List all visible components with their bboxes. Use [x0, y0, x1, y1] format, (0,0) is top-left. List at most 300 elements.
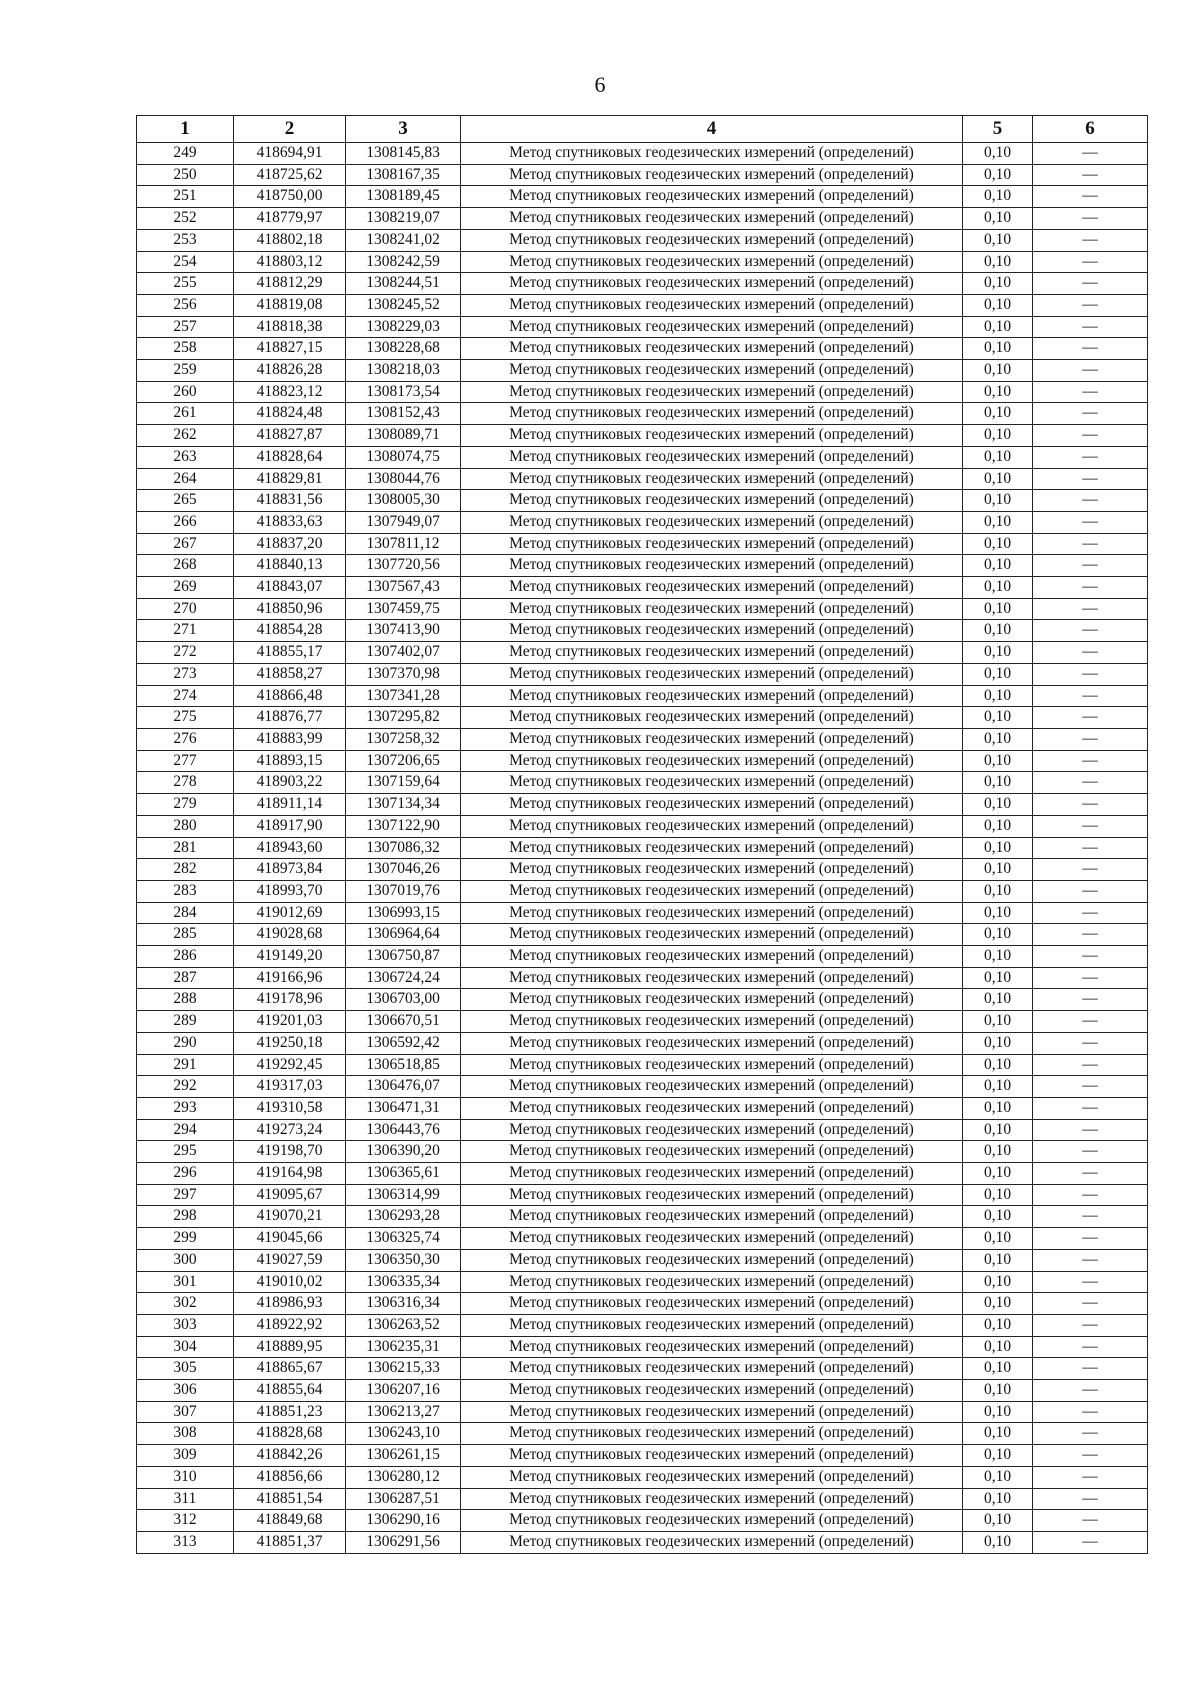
y-coordinate-cell: 1306592,42 [346, 1032, 461, 1054]
accuracy-cell: 0,10 [963, 815, 1033, 837]
y-coordinate-cell: 1308044,76 [346, 468, 461, 490]
accuracy-cell: 0,10 [963, 1401, 1033, 1423]
method-cell: Метод спутниковых геодезических измерений (определений) [461, 685, 963, 707]
x-coordinate-cell: 418812,29 [234, 273, 346, 295]
method-cell: Метод спутниковых геодезических измерений (определений) [461, 1488, 963, 1510]
table-row [137, 1206, 1148, 1228]
description-cell: — [1033, 1119, 1148, 1141]
method-cell: Метод спутниковых геодезических измерений (определений) [461, 1271, 963, 1293]
method-cell: Метод спутниковых геодезических измерений (определений) [461, 511, 963, 533]
accuracy-cell: 0,10 [963, 1184, 1033, 1206]
method-cell: Метод спутниковых геодезических измерений (определений) [461, 229, 963, 251]
description-cell: — [1033, 403, 1148, 425]
table-row [137, 946, 1148, 968]
accuracy-cell: 0,10 [963, 338, 1033, 360]
accuracy-cell: 0,10 [963, 1011, 1033, 1033]
method-cell: Метод спутниковых геодезических измерений (определений) [461, 946, 963, 968]
method-cell: Метод спутниковых геодезических измерений (определений) [461, 772, 963, 794]
table-row [137, 446, 1148, 468]
table-row [137, 902, 1148, 924]
description-cell: — [1033, 794, 1148, 816]
y-coordinate-cell: 1308229,03 [346, 316, 461, 338]
point-number-cell: 262 [137, 425, 234, 447]
x-coordinate-cell: 419027,59 [234, 1249, 346, 1271]
accuracy-cell: 0,10 [963, 967, 1033, 989]
table-row [137, 1271, 1148, 1293]
accuracy-cell: 0,10 [963, 772, 1033, 794]
description-cell: — [1033, 338, 1148, 360]
table-row [137, 1011, 1148, 1033]
table-row [137, 1054, 1148, 1076]
x-coordinate-cell: 419045,66 [234, 1228, 346, 1250]
description-cell: — [1033, 555, 1148, 577]
x-coordinate-cell: 418973,84 [234, 859, 346, 881]
point-number-cell: 312 [137, 1510, 234, 1532]
table-row [137, 924, 1148, 946]
y-coordinate-cell: 1308242,59 [346, 251, 461, 273]
x-coordinate-cell: 418827,87 [234, 425, 346, 447]
point-number-cell: 295 [137, 1141, 234, 1163]
accuracy-cell: 0,10 [963, 294, 1033, 316]
x-coordinate-cell: 418802,18 [234, 229, 346, 251]
table-row [137, 1510, 1148, 1532]
method-cell: Метод спутниковых геодезических измерений (определений) [461, 490, 963, 512]
accuracy-cell: 0,10 [963, 577, 1033, 599]
table-row [137, 1532, 1148, 1554]
y-coordinate-cell: 1306291,56 [346, 1532, 461, 1554]
table-row [137, 1488, 1148, 1510]
description-cell: — [1033, 620, 1148, 642]
point-number-cell: 304 [137, 1336, 234, 1358]
description-cell: — [1033, 425, 1148, 447]
point-number-cell: 265 [137, 490, 234, 512]
table-row [137, 511, 1148, 533]
description-cell: — [1033, 490, 1148, 512]
y-coordinate-cell: 1306235,31 [346, 1336, 461, 1358]
x-coordinate-cell: 418827,15 [234, 338, 346, 360]
method-cell: Метод спутниковых геодезических измерений (определений) [461, 1163, 963, 1185]
method-cell: Метод спутниковых геодезических измерений (определений) [461, 360, 963, 382]
method-cell: Метод спутниковых геодезических измерений (определений) [461, 208, 963, 230]
y-coordinate-cell: 1306314,99 [346, 1184, 461, 1206]
x-coordinate-cell: 418856,66 [234, 1466, 346, 1488]
description-cell: — [1033, 446, 1148, 468]
accuracy-cell: 0,10 [963, 1271, 1033, 1293]
table-row [137, 1249, 1148, 1271]
description-cell: — [1033, 1466, 1148, 1488]
x-coordinate-cell: 418828,68 [234, 1423, 346, 1445]
accuracy-cell: 0,10 [963, 902, 1033, 924]
y-coordinate-cell: 1308167,35 [346, 164, 461, 186]
x-coordinate-cell: 419292,45 [234, 1054, 346, 1076]
point-number-cell: 250 [137, 164, 234, 186]
accuracy-cell: 0,10 [963, 989, 1033, 1011]
table-row [137, 1293, 1148, 1315]
description-cell: — [1033, 164, 1148, 186]
point-number-cell: 277 [137, 750, 234, 772]
description-cell: — [1033, 1510, 1148, 1532]
accuracy-cell: 0,10 [963, 316, 1033, 338]
x-coordinate-cell: 418824,48 [234, 403, 346, 425]
description-cell: — [1033, 1336, 1148, 1358]
x-coordinate-cell: 418866,48 [234, 685, 346, 707]
accuracy-cell: 0,10 [963, 1293, 1033, 1315]
accuracy-cell: 0,10 [963, 381, 1033, 403]
description-cell: — [1033, 815, 1148, 837]
point-number-cell: 255 [137, 273, 234, 295]
table-row [137, 425, 1148, 447]
table-row [137, 598, 1148, 620]
description-cell: — [1033, 1532, 1148, 1554]
method-cell: Метод спутниковых геодезических измерений (определений) [461, 425, 963, 447]
table-row [137, 1380, 1148, 1402]
y-coordinate-cell: 1306724,24 [346, 967, 461, 989]
accuracy-cell: 0,10 [963, 1380, 1033, 1402]
method-cell: Метод спутниковых геодезических измерений (определений) [461, 555, 963, 577]
y-coordinate-cell: 1306471,31 [346, 1097, 461, 1119]
accuracy-cell: 0,10 [963, 1076, 1033, 1098]
accuracy-cell: 0,10 [963, 642, 1033, 664]
column-header: 1 [137, 116, 234, 143]
table-row [137, 533, 1148, 555]
y-coordinate-cell: 1306993,15 [346, 902, 461, 924]
accuracy-cell: 0,10 [963, 143, 1033, 165]
accuracy-cell: 0,10 [963, 468, 1033, 490]
description-cell: — [1033, 750, 1148, 772]
y-coordinate-cell: 1308145,83 [346, 143, 461, 165]
x-coordinate-cell: 418826,28 [234, 360, 346, 382]
x-coordinate-cell: 418803,12 [234, 251, 346, 273]
point-number-cell: 271 [137, 620, 234, 642]
table-row [137, 794, 1148, 816]
y-coordinate-cell: 1307134,34 [346, 794, 461, 816]
y-coordinate-cell: 1308152,43 [346, 403, 461, 425]
y-coordinate-cell: 1307295,82 [346, 707, 461, 729]
accuracy-cell: 0,10 [963, 663, 1033, 685]
method-cell: Метод спутниковых геодезических измерений (определений) [461, 468, 963, 490]
method-cell: Метод спутниковых геодезических измерений (определений) [461, 728, 963, 750]
x-coordinate-cell: 418843,07 [234, 577, 346, 599]
accuracy-cell: 0,10 [963, 360, 1033, 382]
point-number-cell: 270 [137, 598, 234, 620]
table-row [137, 859, 1148, 881]
table-row [137, 1076, 1148, 1098]
table-row [137, 490, 1148, 512]
y-coordinate-cell: 1306335,34 [346, 1271, 461, 1293]
point-number-cell: 288 [137, 989, 234, 1011]
description-cell: — [1033, 663, 1148, 685]
accuracy-cell: 0,10 [963, 490, 1033, 512]
point-number-cell: 302 [137, 1293, 234, 1315]
point-number-cell: 285 [137, 924, 234, 946]
x-coordinate-cell: 418876,77 [234, 707, 346, 729]
y-coordinate-cell: 1306476,07 [346, 1076, 461, 1098]
point-number-cell: 261 [137, 403, 234, 425]
column-header: 3 [346, 116, 461, 143]
method-cell: Метод спутниковых геодезических измерений (определений) [461, 1466, 963, 1488]
accuracy-cell: 0,10 [963, 1488, 1033, 1510]
point-number-cell: 278 [137, 772, 234, 794]
description-cell: — [1033, 989, 1148, 1011]
y-coordinate-cell: 1306207,16 [346, 1380, 461, 1402]
y-coordinate-cell: 1308173,54 [346, 381, 461, 403]
description-cell: — [1033, 316, 1148, 338]
description-cell: — [1033, 1228, 1148, 1250]
accuracy-cell: 0,10 [963, 208, 1033, 230]
x-coordinate-cell: 418883,99 [234, 728, 346, 750]
y-coordinate-cell: 1306518,85 [346, 1054, 461, 1076]
description-cell: — [1033, 381, 1148, 403]
table-row [137, 251, 1148, 273]
point-number-cell: 266 [137, 511, 234, 533]
x-coordinate-cell: 418851,54 [234, 1488, 346, 1510]
x-coordinate-cell: 418818,38 [234, 316, 346, 338]
x-coordinate-cell: 418850,96 [234, 598, 346, 620]
x-coordinate-cell: 418917,90 [234, 815, 346, 837]
table-row [137, 1445, 1148, 1467]
x-coordinate-cell: 419028,68 [234, 924, 346, 946]
point-number-cell: 253 [137, 229, 234, 251]
point-number-cell: 258 [137, 338, 234, 360]
table-row [137, 1141, 1148, 1163]
x-coordinate-cell: 418823,12 [234, 381, 346, 403]
y-coordinate-cell: 1306213,27 [346, 1401, 461, 1423]
y-coordinate-cell: 1307122,90 [346, 815, 461, 837]
description-cell: — [1033, 229, 1148, 251]
x-coordinate-cell: 419201,03 [234, 1011, 346, 1033]
y-coordinate-cell: 1307258,32 [346, 728, 461, 750]
y-coordinate-cell: 1306670,51 [346, 1011, 461, 1033]
point-number-cell: 267 [137, 533, 234, 555]
method-cell: Метод спутниковых геодезических измерений (определений) [461, 403, 963, 425]
description-cell: — [1033, 1358, 1148, 1380]
y-coordinate-cell: 1306316,34 [346, 1293, 461, 1315]
table-row [137, 208, 1148, 230]
table-row [137, 1358, 1148, 1380]
description-cell: — [1033, 1163, 1148, 1185]
x-coordinate-cell: 418831,56 [234, 490, 346, 512]
description-cell: — [1033, 1445, 1148, 1467]
x-coordinate-cell: 418829,81 [234, 468, 346, 490]
y-coordinate-cell: 1306293,28 [346, 1206, 461, 1228]
point-number-cell: 298 [137, 1206, 234, 1228]
point-number-cell: 313 [137, 1532, 234, 1554]
table-row [137, 555, 1148, 577]
x-coordinate-cell: 418851,23 [234, 1401, 346, 1423]
point-number-cell: 252 [137, 208, 234, 230]
method-cell: Метод спутниковых геодезических измерений (определений) [461, 1249, 963, 1271]
y-coordinate-cell: 1306215,33 [346, 1358, 461, 1380]
point-number-cell: 292 [137, 1076, 234, 1098]
method-cell: Метод спутниковых геодезических измерений (определений) [461, 338, 963, 360]
x-coordinate-cell: 419070,21 [234, 1206, 346, 1228]
description-cell: — [1033, 251, 1148, 273]
x-coordinate-cell: 418750,00 [234, 186, 346, 208]
point-number-cell: 284 [137, 902, 234, 924]
method-cell: Метод спутниковых геодезических измерений (определений) [461, 620, 963, 642]
method-cell: Метод спутниковых геодезических измерений (определений) [461, 598, 963, 620]
point-number-cell: 281 [137, 837, 234, 859]
method-cell: Метод спутниковых геодезических измерений (определений) [461, 1510, 963, 1532]
y-coordinate-cell: 1307459,75 [346, 598, 461, 620]
y-coordinate-cell: 1308218,03 [346, 360, 461, 382]
accuracy-cell: 0,10 [963, 533, 1033, 555]
accuracy-cell: 0,10 [963, 728, 1033, 750]
y-coordinate-cell: 1307206,65 [346, 750, 461, 772]
table-row [137, 381, 1148, 403]
method-cell: Метод спутниковых геодезических измерений (определений) [461, 1314, 963, 1336]
description-cell: — [1033, 837, 1148, 859]
table-row [137, 1097, 1148, 1119]
accuracy-cell: 0,10 [963, 859, 1033, 881]
column-header: 2 [234, 116, 346, 143]
point-number-cell: 257 [137, 316, 234, 338]
x-coordinate-cell: 418828,64 [234, 446, 346, 468]
method-cell: Метод спутниковых геодезических измерений (определений) [461, 446, 963, 468]
description-cell: — [1033, 577, 1148, 599]
table-row [137, 1032, 1148, 1054]
accuracy-cell: 0,10 [963, 1336, 1033, 1358]
point-number-cell: 259 [137, 360, 234, 382]
point-number-cell: 311 [137, 1488, 234, 1510]
description-cell: — [1033, 468, 1148, 490]
x-coordinate-cell: 418993,70 [234, 880, 346, 902]
y-coordinate-cell: 1307370,98 [346, 663, 461, 685]
point-number-cell: 282 [137, 859, 234, 881]
y-coordinate-cell: 1308074,75 [346, 446, 461, 468]
description-cell: — [1033, 924, 1148, 946]
point-number-cell: 279 [137, 794, 234, 816]
x-coordinate-cell: 418855,64 [234, 1380, 346, 1402]
point-number-cell: 263 [137, 446, 234, 468]
method-cell: Метод спутниковых геодезических измерений (определений) [461, 859, 963, 881]
method-cell: Метод спутниковых геодезических измерений (определений) [461, 642, 963, 664]
x-coordinate-cell: 418893,15 [234, 750, 346, 772]
table-row [137, 1314, 1148, 1336]
method-cell: Метод спутниковых геодезических измерений (определений) [461, 1423, 963, 1445]
table-row [137, 229, 1148, 251]
accuracy-cell: 0,10 [963, 1097, 1033, 1119]
method-cell: Метод спутниковых геодезических измерений (определений) [461, 1184, 963, 1206]
description-cell: — [1033, 707, 1148, 729]
point-number-cell: 293 [137, 1097, 234, 1119]
table-row [137, 620, 1148, 642]
method-cell: Метод спутниковых геодезических измерений (определений) [461, 1336, 963, 1358]
point-number-cell: 274 [137, 685, 234, 707]
method-cell: Метод спутниковых геодезических измерений (определений) [461, 880, 963, 902]
description-cell: — [1033, 1032, 1148, 1054]
point-number-cell: 254 [137, 251, 234, 273]
description-cell: — [1033, 728, 1148, 750]
point-number-cell: 275 [137, 707, 234, 729]
point-number-cell: 269 [137, 577, 234, 599]
table-row [137, 989, 1148, 1011]
table-header-row [137, 116, 1148, 143]
description-cell: — [1033, 1011, 1148, 1033]
method-cell: Метод спутниковых геодезических измерений (определений) [461, 707, 963, 729]
table-row [137, 1228, 1148, 1250]
y-coordinate-cell: 1306390,20 [346, 1141, 461, 1163]
table-row [137, 967, 1148, 989]
description-cell: — [1033, 685, 1148, 707]
accuracy-cell: 0,10 [963, 1119, 1033, 1141]
method-cell: Метод спутниковых геодезических измерений (определений) [461, 1141, 963, 1163]
x-coordinate-cell: 419166,96 [234, 967, 346, 989]
y-coordinate-cell: 1307811,12 [346, 533, 461, 555]
accuracy-cell: 0,10 [963, 880, 1033, 902]
description-cell: — [1033, 1249, 1148, 1271]
y-coordinate-cell: 1307019,76 [346, 880, 461, 902]
y-coordinate-cell: 1307341,28 [346, 685, 461, 707]
point-number-cell: 276 [137, 728, 234, 750]
point-number-cell: 260 [137, 381, 234, 403]
description-cell: — [1033, 1054, 1148, 1076]
accuracy-cell: 0,10 [963, 511, 1033, 533]
method-cell: Метод спутниковых геодезических измерений (определений) [461, 1380, 963, 1402]
x-coordinate-cell: 418986,93 [234, 1293, 346, 1315]
point-number-cell: 303 [137, 1314, 234, 1336]
point-number-cell: 289 [137, 1011, 234, 1033]
accuracy-cell: 0,10 [963, 1358, 1033, 1380]
description-cell: — [1033, 1423, 1148, 1445]
description-cell: — [1033, 143, 1148, 165]
method-cell: Метод спутниковых геодезических измерений (определений) [461, 294, 963, 316]
x-coordinate-cell: 418837,20 [234, 533, 346, 555]
y-coordinate-cell: 1306350,30 [346, 1249, 461, 1271]
point-number-cell: 297 [137, 1184, 234, 1206]
method-cell: Метод спутниковых геодезических измерений (определений) [461, 273, 963, 295]
x-coordinate-cell: 418865,67 [234, 1358, 346, 1380]
description-cell: — [1033, 186, 1148, 208]
table-row [137, 1336, 1148, 1358]
y-coordinate-cell: 1306287,51 [346, 1488, 461, 1510]
x-coordinate-cell: 419198,70 [234, 1141, 346, 1163]
description-cell: — [1033, 1271, 1148, 1293]
description-cell: — [1033, 360, 1148, 382]
method-cell: Метод спутниковых геодезических измерений (определений) [461, 1119, 963, 1141]
accuracy-cell: 0,10 [963, 1314, 1033, 1336]
point-number-cell: 300 [137, 1249, 234, 1271]
description-cell: — [1033, 294, 1148, 316]
x-coordinate-cell: 418889,95 [234, 1336, 346, 1358]
x-coordinate-cell: 419149,20 [234, 946, 346, 968]
description-cell: — [1033, 946, 1148, 968]
description-cell: — [1033, 1141, 1148, 1163]
y-coordinate-cell: 1306325,74 [346, 1228, 461, 1250]
table-row [137, 143, 1148, 165]
y-coordinate-cell: 1308005,30 [346, 490, 461, 512]
method-cell: Метод спутниковых геодезических измерений (определений) [461, 924, 963, 946]
table-row [137, 837, 1148, 859]
accuracy-cell: 0,10 [963, 1141, 1033, 1163]
method-cell: Метод спутниковых геодезических измерений (определений) [461, 750, 963, 772]
x-coordinate-cell: 418903,22 [234, 772, 346, 794]
y-coordinate-cell: 1308219,07 [346, 208, 461, 230]
table-row [137, 273, 1148, 295]
y-coordinate-cell: 1307413,90 [346, 620, 461, 642]
column-header: 4 [461, 116, 963, 143]
accuracy-cell: 0,10 [963, 1228, 1033, 1250]
method-cell: Метод спутниковых геодезических измерений (определений) [461, 1358, 963, 1380]
table-row [137, 577, 1148, 599]
accuracy-cell: 0,10 [963, 1163, 1033, 1185]
table-row [137, 468, 1148, 490]
table-row [137, 1401, 1148, 1423]
method-cell: Метод спутниковых геодезических измерений (определений) [461, 143, 963, 165]
y-coordinate-cell: 1307159,64 [346, 772, 461, 794]
point-number-cell: 305 [137, 1358, 234, 1380]
x-coordinate-cell: 418833,63 [234, 511, 346, 533]
